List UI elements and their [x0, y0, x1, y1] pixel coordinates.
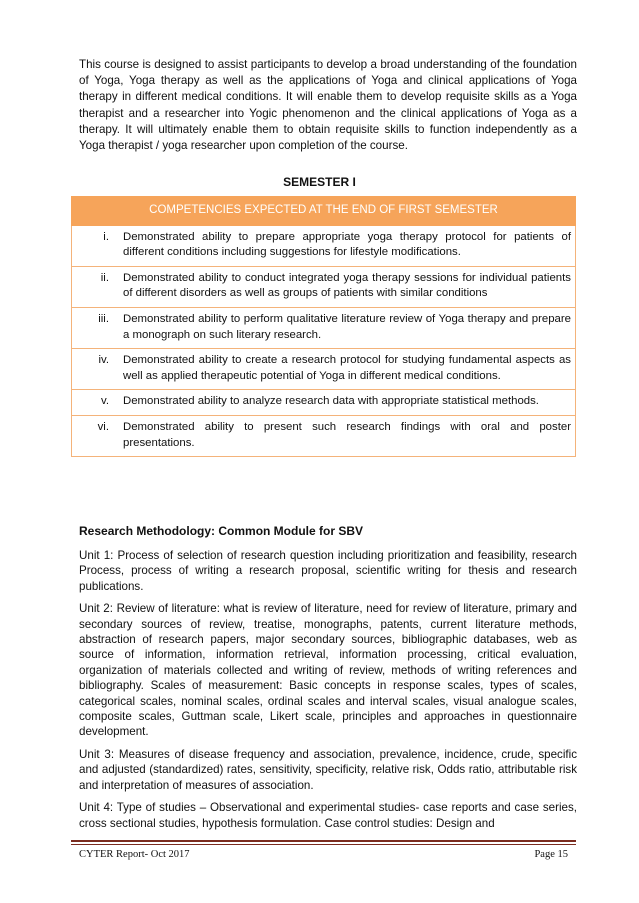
competency-number: ii. — [72, 266, 120, 307]
competency-text: Demonstrated ability to prepare appropriate yoga therapy protocol for patients of different conditions including suggestions for lifestyle modifications. — [119, 225, 576, 266]
footer-rule-thick — [71, 840, 576, 842]
research-methodology-section — [79, 524, 577, 838]
competency-row — [72, 225, 576, 266]
competency-row — [72, 415, 576, 456]
competency-row — [72, 307, 576, 348]
competency-number: i. — [72, 225, 120, 266]
competency-row — [72, 266, 576, 307]
competencies-header: COMPETENCIES EXPECTED AT THE END OF FIRST SEMESTER — [72, 197, 576, 226]
competency-number: iv. — [72, 349, 120, 390]
unit-2-paragraph: Unit 2: Review of literature: what is review of literature, need for review of literature, primary and secondary sources of review, treatise, monographs, patents, current literature methods, abstraction of research papers, major secondary sources, bibliographic databases, web as source of information, information retrieval, information processing, critical evaluation, organization of materials collected and writing of review, methods of writing references and bibliography. Scales of measurement: Basic concepts in response scales, types of scales, categorical scales, nominal scales, ordinal scales and interval scales, visual analogue scales, composite scales, Guttman scale, Likert scale, principles and approaches in questionnaire development. — [79, 602, 577, 739]
competency-text: Demonstrated ability to perform qualitative literature review of Yoga therapy and prepare a monograph on such literary research. — [119, 307, 576, 348]
footer-page-number: Page 15 — [534, 849, 568, 860]
competency-text: Demonstrated ability to create a research protocol for studying fundamental aspects as well as applied therapeutic potential of Yoga in different medical conditions. — [119, 349, 576, 390]
unit-3-paragraph: Unit 3: Measures of disease frequency and association, prevalence, incidence, crude, specific and adjusted (standardized) rates, sensitivity, specificity, relative risk, Odds ratio, attributable risk and interpretation of measures of association. — [79, 747, 577, 792]
competency-number: vi. — [72, 415, 120, 456]
competency-number: iii. — [72, 307, 120, 348]
competency-text: Demonstrated ability to analyze research data with appropriate statistical methods. — [119, 390, 576, 416]
intro-paragraph: This course is designed to assist participants to develop a broad understanding of the foundation of Yoga, Yoga therapy as well as the applications of Yoga and clinical applications of Yoga therapy in different medical conditions. It will enable them to develop requisite skills as a Yoga therapist and a researcher into Yogic phenomenon and the clinical applications of Yoga as a therapy. It will ultimately enable them to obtain requisite skills to function independently as a Yoga therapist / yoga researcher upon completion of the course. — [79, 58, 577, 153]
research-heading: Research Methodology: Common Module for SBV — [79, 524, 364, 538]
unit-1-paragraph: Unit 1: Process of selection of research question including prioritization and feasibility, research Process, process of writing a research proposal, scientific writing for thesis and research publications. — [79, 549, 577, 593]
competencies-table — [71, 196, 576, 457]
competency-row — [72, 390, 576, 416]
competency-row — [72, 349, 576, 390]
unit-4-paragraph: Unit 4: Type of studies – Observational and experimental studies- case reports and case series, cross sectional studies, hypothesis formulation. Case control studies: Design and — [79, 801, 577, 830]
competency-text: Demonstrated ability to present such research findings with oral and poster presentations. — [119, 415, 576, 456]
footer-report-title: CYTER Report- Oct 2017 — [79, 849, 190, 860]
competency-number: v. — [72, 390, 120, 416]
competency-text: Demonstrated ability to conduct integrated yoga therapy sessions for individual patients of different disorders as well as groups of patients with similar conditions — [119, 266, 576, 307]
semester-title: SEMESTER I — [283, 175, 356, 189]
footer-rule-thin — [71, 844, 576, 845]
